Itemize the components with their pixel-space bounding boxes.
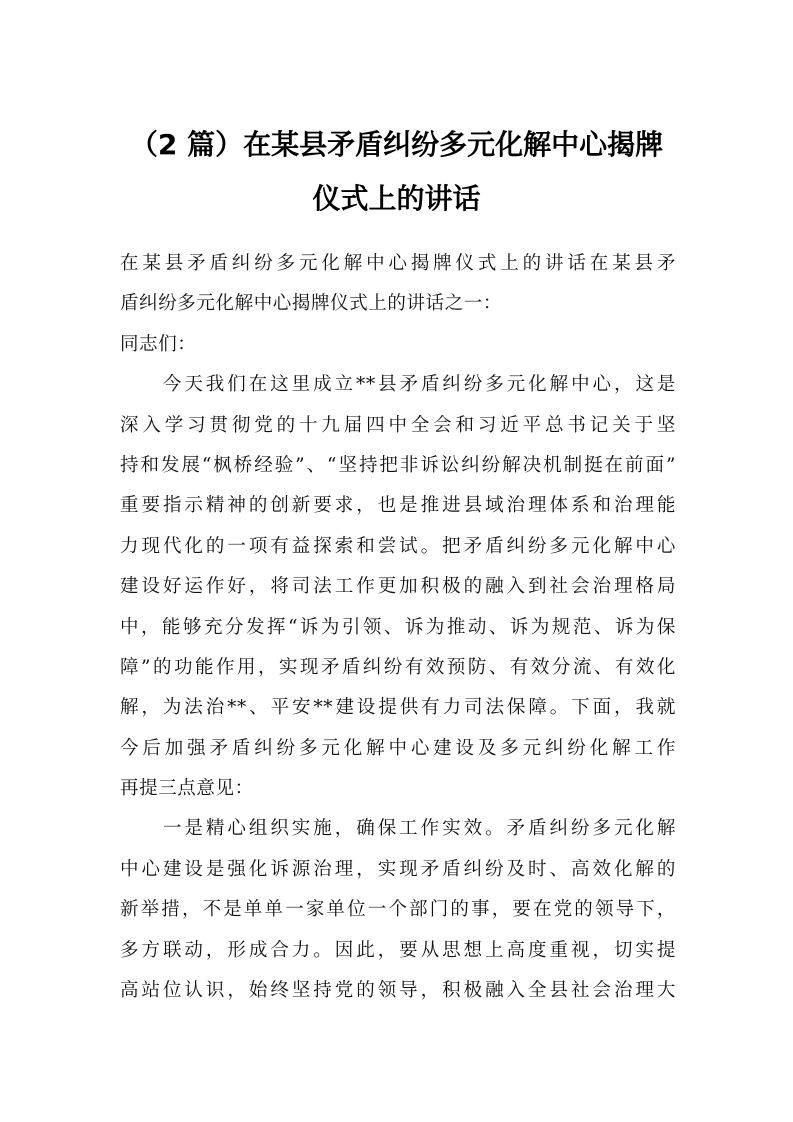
body-line: 障”的功能作用，实现矛盾纠纷有效预防、有效分流、有效化 — [120, 656, 676, 678]
document-title — [100, 118, 693, 226]
body-line: 解，为法治**、平安**建设提供有力司法保障。下面，我就 — [120, 697, 676, 719]
body-line: 盾纠纷多元化解中心揭牌仪式上的讲话之一： — [120, 293, 503, 315]
body-line: 高站位认识，始终坚持党的领导，积极融入全县社会治理大 — [120, 980, 676, 1002]
body-line: 多方联动，形成合力。因此，要从思想上高度重视，切实提 — [120, 939, 676, 961]
body-line: 力现代化的一项有益探索和尝试。把矛盾纠纷多元化解中心 — [120, 535, 676, 557]
body-line: 今后加强矛盾纠纷多元化解中心建设及多元纠纷化解工作 — [120, 737, 676, 759]
body-line: 中心建设是强化诉源治理，实现矛盾纠纷及时、高效化解的 — [120, 858, 676, 880]
body-line: 新举措，不是单单一家单位一个部门的事，要在党的领导下， — [120, 899, 676, 921]
body-line: 一是精心组织实施，确保工作实效。矛盾纠纷多元化解 — [120, 818, 676, 840]
body-line: 持和发展“枫桥经验”、“坚持把非诉讼纠纷解决机制挺在前面” — [120, 454, 676, 476]
body-line: 在某县矛盾纠纷多元化解中心揭牌仪式上的讲话在某县矛 — [120, 253, 676, 274]
document-body — [120, 244, 676, 1011]
title-line-2: 仪式上的讲话 — [312, 182, 481, 215]
body-line: 再提三点意见： — [120, 778, 254, 800]
title-line-1: （2 篇）在某县矛盾纠纷多元化解中心揭牌 — [129, 128, 664, 161]
salutation: 同志们： — [120, 333, 197, 355]
body-line: 重要指示精神的创新要求，也是推进县域治理体系和治理能 — [120, 495, 676, 517]
body-line: 深入学习贯彻党的十九届四中全会和习近平总书记关于坚 — [120, 414, 676, 436]
body-line: 今天我们在这里成立**县矛盾纠纷多元化解中心，这是 — [120, 374, 676, 396]
body-line: 中，能够充分发挥“诉为引领、诉为推动、诉为规范、诉为保 — [120, 616, 676, 638]
body-line: 建设好运作好，将司法工作更加积极的融入到社会治理格局 — [120, 576, 676, 598]
